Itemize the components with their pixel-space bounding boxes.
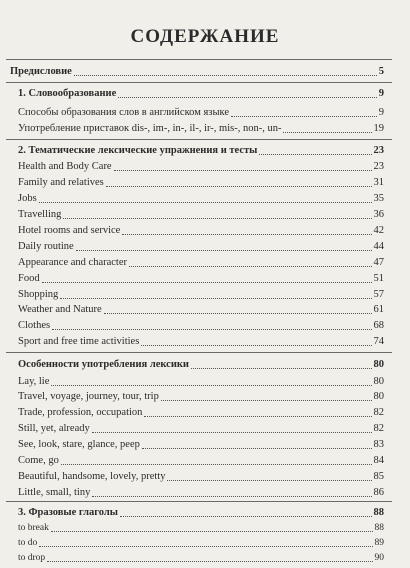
toc-page-number: 23	[373, 161, 384, 173]
dot-leader	[39, 536, 372, 547]
toc-label: Beautiful, handsome, lovely, pretty	[18, 470, 166, 482]
toc-page-number: 68	[373, 320, 384, 332]
toc-page-number: 80	[373, 358, 384, 370]
toc-label: 1. Словообразование	[18, 88, 117, 100]
toc-section-2	[18, 141, 384, 157]
toc-section-usage	[18, 355, 384, 371]
toc-label: Appearance and character	[18, 256, 128, 268]
toc-page-number: 85	[373, 470, 384, 482]
toc-entry	[18, 119, 384, 135]
toc-label: Travelling	[18, 209, 62, 221]
dot-leader	[39, 192, 372, 203]
toc-page-number: 9	[378, 107, 384, 119]
dot-leader	[122, 224, 371, 235]
toc-entry	[18, 269, 384, 285]
toc-page-number: 35	[373, 193, 384, 205]
toc-page-number: 57	[373, 288, 384, 300]
toc-label: 2. Тематические лексические упражнения и тесты	[18, 144, 258, 156]
dot-leader	[167, 470, 371, 481]
toc-label: Weather and Nature	[18, 304, 102, 316]
dot-leader	[191, 358, 372, 369]
toc-label: Daily routine	[18, 240, 74, 252]
dot-leader	[144, 406, 371, 417]
toc-label: Предисловие	[10, 66, 72, 78]
toc-entry	[18, 253, 384, 269]
toc-label: Особенности употребления лексики	[18, 358, 189, 370]
dot-leader	[161, 390, 372, 401]
toc-label: Still, yet, already	[18, 423, 90, 435]
toc-label: Little, small, tiny	[18, 486, 91, 498]
toc-label: Shopping	[18, 288, 59, 300]
toc-page-number: 84	[373, 454, 384, 466]
dot-leader	[52, 319, 371, 330]
toc-label: Jobs	[18, 193, 37, 205]
toc-page-number: 82	[373, 423, 384, 435]
toc-label: Travel, voyage, journey, tour, trip	[18, 391, 159, 403]
dot-leader	[63, 208, 371, 219]
toc-entry	[18, 285, 384, 301]
toc-entry	[18, 316, 384, 332]
toc-entry	[18, 403, 384, 419]
toc-label: Lay, lie	[18, 375, 50, 387]
toc-label: Come, go	[18, 454, 59, 466]
toc-page-number: 80	[373, 375, 384, 387]
toc-entry	[18, 237, 384, 253]
toc-page-number: 61	[373, 304, 384, 316]
dot-leader	[114, 160, 372, 171]
toc-page-number: 9	[378, 88, 384, 100]
toc-entry	[18, 548, 384, 564]
dot-leader	[51, 521, 373, 532]
toc-entry	[18, 467, 384, 483]
toc-label: See, look, stare, glance, peep	[18, 439, 140, 451]
toc-page-number: 51	[373, 272, 384, 284]
toc-entry	[18, 221, 384, 237]
dot-leader	[61, 454, 372, 465]
toc-entry	[18, 189, 384, 205]
toc-page-number: 86	[373, 486, 384, 498]
toc-label: to do	[18, 538, 38, 549]
toc-label: Food	[18, 272, 40, 284]
toc-entry	[18, 332, 384, 348]
toc-label: Family and relatives	[18, 177, 104, 189]
divider	[6, 352, 392, 353]
toc-section-1	[18, 84, 384, 100]
divider	[6, 139, 392, 140]
dot-leader	[142, 438, 372, 449]
toc-page-number: 42	[373, 224, 384, 236]
toc-label: Способы образования слов в английском языке	[18, 107, 230, 119]
toc-label: to drop	[18, 553, 46, 564]
toc-entry	[18, 483, 384, 499]
toc-page-number: 5	[378, 66, 384, 78]
toc-entry	[18, 419, 384, 435]
toc-page-number: 82	[373, 407, 384, 419]
toc-entry	[18, 533, 384, 549]
toc-label: Употребление приставок dis-, im-, in-, il-, ir-, mis-, non-, un-	[18, 123, 282, 135]
dot-leader	[120, 506, 372, 517]
dot-leader	[259, 144, 371, 155]
dot-leader	[141, 335, 371, 346]
toc-label: Health and Body Care	[18, 161, 112, 173]
divider	[6, 501, 392, 502]
dot-leader	[92, 486, 371, 497]
dot-leader	[42, 272, 372, 283]
dot-leader	[231, 106, 377, 117]
toc-page-number: 36	[373, 209, 384, 221]
dot-leader	[60, 288, 371, 299]
toc-page-number: 44	[373, 240, 384, 252]
toc-entry	[18, 435, 384, 451]
toc-label: Trade, profession, occupation	[18, 407, 143, 419]
toc-section-3	[18, 503, 384, 519]
toc-page-number: 90	[374, 553, 384, 564]
dot-leader	[106, 176, 372, 187]
dot-leader	[283, 122, 371, 133]
toc-page-number: 74	[373, 336, 384, 348]
page-title: СОДЕРЖАНИЕ	[130, 26, 280, 47]
dot-leader	[129, 256, 371, 267]
divider-top	[6, 59, 392, 60]
dot-leader	[76, 240, 372, 251]
toc-page-number: 89	[374, 538, 384, 549]
dot-leader	[47, 551, 372, 562]
toc-entry-preface	[10, 62, 384, 78]
dot-leader	[51, 375, 371, 386]
toc-entry	[18, 451, 384, 467]
toc-label: Hotel rooms and service	[18, 224, 121, 236]
toc-entry	[18, 103, 384, 119]
toc-label: to break	[18, 523, 49, 534]
toc-page-number: 23	[373, 144, 384, 156]
dot-leader	[74, 65, 377, 76]
toc-entry	[18, 372, 384, 388]
toc-page-number: 83	[373, 439, 384, 451]
toc-page-number: 31	[373, 177, 384, 189]
toc-entry	[18, 157, 384, 173]
toc-entry	[18, 518, 384, 534]
toc-page-number: 88	[374, 523, 384, 534]
toc-entry	[18, 173, 384, 189]
toc-entry	[18, 205, 384, 221]
toc-label: 3. Фразовые глаголы	[18, 507, 118, 519]
toc-page-number: 80	[373, 391, 384, 403]
toc-entry	[18, 300, 384, 316]
toc-label: Clothes	[18, 320, 51, 332]
dot-leader	[92, 422, 372, 433]
dot-leader	[104, 303, 372, 314]
toc-label: Sport and free time activities	[18, 336, 140, 348]
dot-leader	[118, 87, 377, 98]
divider	[6, 82, 392, 83]
toc-page-number: 19	[373, 123, 384, 135]
toc-page-number: 88	[373, 507, 384, 519]
toc-entry	[18, 387, 384, 403]
toc-page-number: 47	[373, 256, 384, 268]
